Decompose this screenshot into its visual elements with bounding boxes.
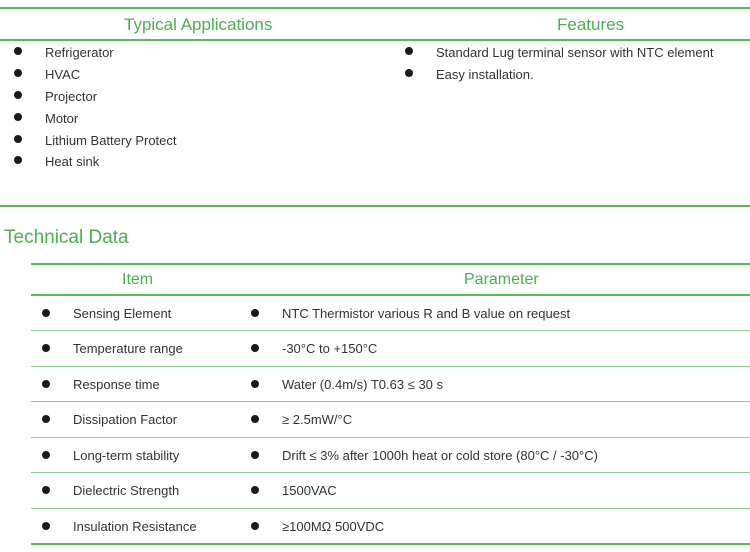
parameter-cell: -30°C to +150°C <box>282 341 378 356</box>
parameter-cell: Water (0.4m/s) T0.63 ≤ 30 s <box>282 377 444 392</box>
item-cell: Long-term stability <box>73 448 180 463</box>
table-header-underline <box>31 294 750 296</box>
item-cell: Sensing Element <box>73 306 172 321</box>
heading-underline <box>0 39 750 41</box>
bullet-icon <box>251 486 259 494</box>
list-item-label: Motor <box>45 111 79 126</box>
bullet-icon <box>14 47 22 55</box>
bullet-icon <box>14 91 22 99</box>
parameter-cell: NTC Thermistor various R and B value on request <box>282 306 571 321</box>
bullet-icon <box>14 156 22 164</box>
section-divider <box>0 205 750 207</box>
list-item-label: Projector <box>45 89 98 104</box>
bullet-icon <box>42 344 50 352</box>
bullet-icon <box>251 309 259 317</box>
row-divider <box>31 508 750 509</box>
parameter-cell: 1500VAC <box>282 483 337 498</box>
bullet-icon <box>14 69 22 77</box>
bullet-icon <box>251 522 259 530</box>
technical-data-title: Technical Data <box>4 227 129 248</box>
row-divider <box>31 472 750 473</box>
bullet-icon <box>42 451 50 459</box>
bullet-icon <box>42 415 50 423</box>
bullet-icon <box>251 380 259 388</box>
item-cell: Dielectric Strength <box>73 483 180 498</box>
list-item-label: Standard Lug terminal sensor with NTC element <box>436 45 714 60</box>
row-divider <box>31 437 750 438</box>
parameter-cell: ≥ 2.5mW/°C <box>282 412 353 427</box>
item-cell: Response time <box>73 377 160 392</box>
column-header-parameter: Parameter <box>464 271 539 288</box>
list-item-label: Lithium Battery Protect <box>45 133 177 148</box>
table-bottom-border <box>31 543 750 545</box>
bullet-icon <box>42 486 50 494</box>
bullet-icon <box>14 113 22 121</box>
bullet-icon <box>42 380 50 388</box>
row-divider <box>31 401 750 402</box>
item-cell: Temperature range <box>73 341 183 356</box>
bullet-icon <box>251 451 259 459</box>
list-item-label: HVAC <box>45 67 81 82</box>
row-divider <box>31 330 750 331</box>
row-divider <box>31 366 750 367</box>
bullet-icon <box>251 415 259 423</box>
list-item-label: Heat sink <box>45 154 100 169</box>
item-cell: Dissipation Factor <box>73 412 178 427</box>
list-item-label: Easy installation. <box>436 67 534 82</box>
top-border <box>0 7 750 9</box>
bullet-icon <box>14 135 22 143</box>
parameter-cell: Drift ≤ 3% after 1000h heat or cold store (80°C / -30°C) <box>282 448 598 463</box>
bullet-icon <box>405 69 413 77</box>
column-header-item: Item <box>122 271 154 288</box>
bullet-icon <box>42 522 50 530</box>
table-top-border <box>31 263 750 265</box>
list-item-label: Refrigerator <box>45 45 114 60</box>
bullet-icon <box>251 344 259 352</box>
features-heading: Features <box>557 15 625 34</box>
item-cell: Insulation Resistance <box>73 519 197 534</box>
bullet-icon <box>405 47 413 55</box>
bullet-icon <box>42 309 50 317</box>
parameter-cell: ≥100MΩ 500VDC <box>282 519 385 534</box>
applications-heading: Typical Applications <box>124 15 273 34</box>
